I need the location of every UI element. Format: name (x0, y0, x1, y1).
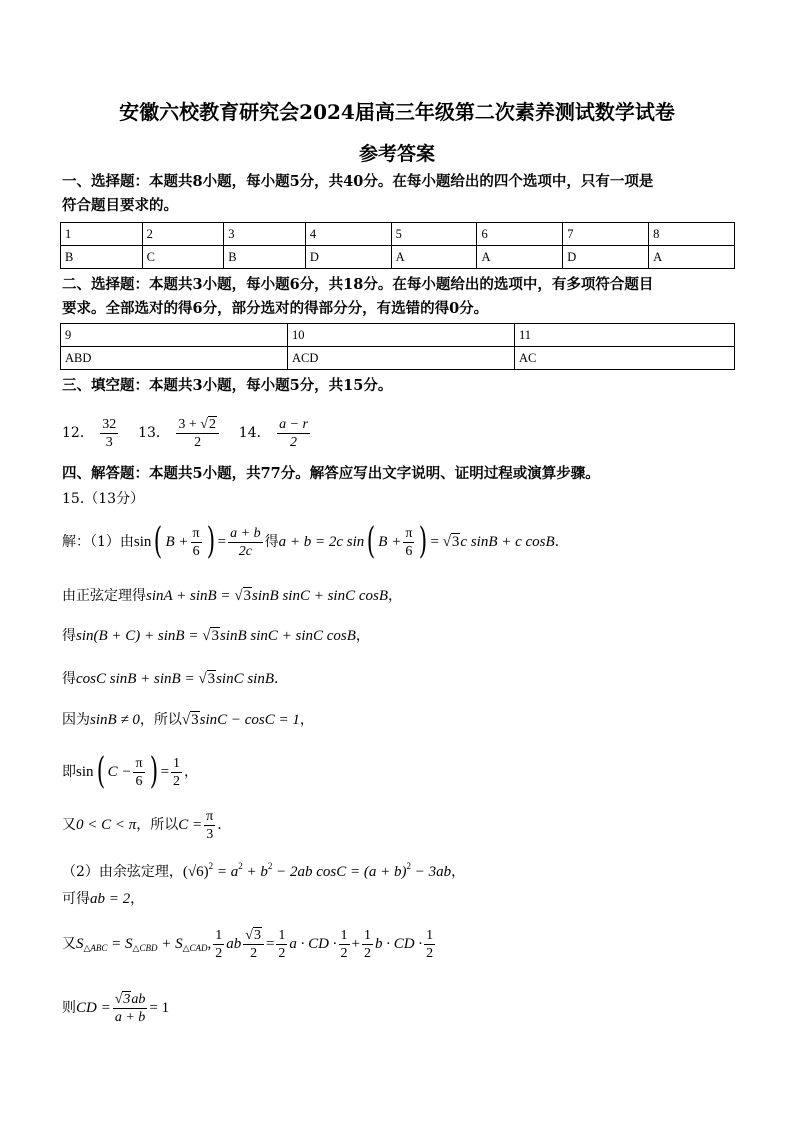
solution-line-10: 又$S_{\triangle ABC} = S_{\triangle CBD} + S_{\triangle CAD}$, $\frac{1}{2}$ ab $\frac{√3}{2}$ = $\frac{1}{2}$ a · CD · $\frac{1}{2}$ + $\frac{1}{2}$ b · CD · $\frac{1}{2}$ (62, 927, 434, 961)
question-number: 11 (515, 324, 735, 347)
answer-cell: A (391, 246, 477, 269)
solution-line-1: 解：（1）由sin( B + $\frac{\pi}{6}$ ) = $\frac{a + b}{2c}$ 得a + b = 2c sin( B + $\frac{\pi}{6}$ ) = √3c sinB + c cosB． (62, 521, 569, 562)
table-row (61, 347, 735, 370)
question-number: 10 (288, 324, 515, 347)
solution-line-9: 可得ab = 2， (62, 891, 145, 907)
solution-line-3: 得sin(B + C) + sinB = √3sinB sinC + sinC cosB， (62, 628, 370, 644)
table-row (61, 223, 735, 246)
solution-line-2: 由正弦定理得sinA + sinB = √3sinB sinC + sinC cosB， (62, 588, 403, 604)
answer-cell: B (61, 246, 143, 269)
question-number: 7 (563, 223, 649, 246)
question-number: 3 (224, 223, 306, 246)
answer-cell: AC (515, 347, 735, 370)
section4-heading: 四、解答题：本题共5小题，共77分。解答应写出文字说明、证明过程或演算步骤。 (62, 465, 600, 482)
table-row (61, 324, 735, 347)
answer-cell: D (305, 246, 391, 269)
question-number: 6 (477, 223, 563, 246)
fill-in-answers: 12． $\frac{32}{3}$ 13． $\frac{3 + √2}{2}$ 14． $\frac{a - r}{2}$ (62, 416, 308, 450)
answer-cell: B (224, 246, 306, 269)
q12-answer: $\frac{32}{3}$ (102, 416, 117, 450)
answer-cell: C (142, 246, 224, 269)
section1-answer-table (60, 222, 735, 269)
solution-line-6: 即sin( C − $\frac{\pi}{6}$ ) = $\frac{1}{2}$ ， (62, 751, 199, 792)
table-row (61, 246, 735, 269)
solution-line-11: 则CD = $\frac{√3ab}{a + b}$ = 1 (62, 991, 170, 1025)
page-title: 安徽六校教育研究会2024届高三年级第二次素养测试数学试卷 (119, 100, 675, 124)
q15-title: 15.（13分） (62, 491, 145, 507)
solution-line-4: 得cosC sinB + sinB = √3sinC sinB． (62, 671, 289, 687)
section2-answer-table (60, 323, 735, 370)
question-number: 2 (142, 223, 224, 246)
answer-cell: ABD (61, 347, 288, 370)
solution-line-7: 又0 < C < π，所以C = $\frac{\pi}{3}$ ． (62, 808, 232, 842)
answer-cell: ACD (288, 347, 515, 370)
question-number: 1 (61, 223, 143, 246)
answer-cell: A (477, 246, 563, 269)
question-number: 5 (391, 223, 477, 246)
answer-cell: A (649, 246, 735, 269)
section1-heading: 一、选择题：本题共8小题，每小题5分，共40分。在每小题给出的四个选项中，只有一项是 符合题目要求的。 (62, 173, 654, 214)
answer-cell: D (563, 246, 649, 269)
solution-line-8: （2）由余弦定理，$(√6)^2 = a^2 + b^2 - 2ab$ $\cos C = (a + b)^2 - 3ab$， (62, 861, 466, 880)
section3-heading: 三、填空题：本题共3小题，每小题5分，共15分。 (62, 377, 393, 394)
page-subtitle: 参考答案 (358, 143, 435, 165)
question-number: 4 (305, 223, 391, 246)
q14-answer: $\frac{a - r}{2}$ (279, 416, 308, 450)
q13-answer: $\frac{3 + √2}{2}$ (176, 416, 219, 451)
question-number: 8 (649, 223, 735, 246)
solution-line-5: 因为sinB ≠ 0，所以√3sinC − cosC = 1， (62, 712, 314, 728)
question-number: 9 (61, 324, 288, 347)
section2-heading: 二、选择题：本题共3小题，每小题6分，共18分。在每小题给出的选项中，有多项符合题目 要求。全部选对的得6分，部分选对的得部分分，有选错的得0分。 (62, 276, 654, 317)
